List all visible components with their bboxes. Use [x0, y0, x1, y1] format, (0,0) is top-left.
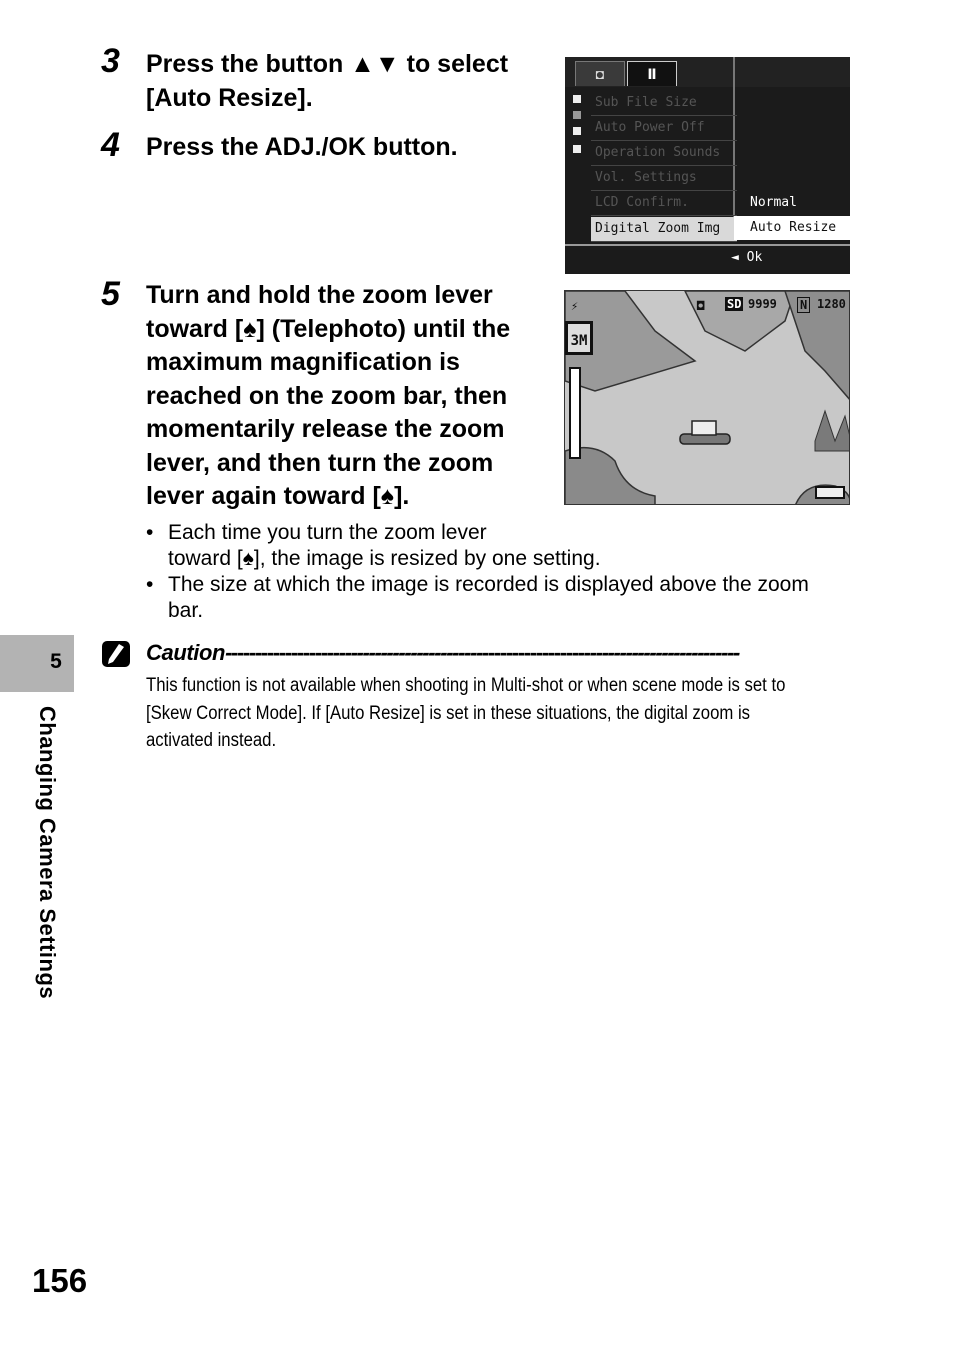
caution-line: [Skew Correct Mode]. If [Auto Resize] is set in these situations, the digital zoom is — [146, 702, 751, 724]
camera-mode-icon: ◘ — [697, 299, 705, 313]
step-5-line: momentarily release the zoom — [146, 415, 505, 443]
menu-screenshot — [565, 57, 850, 274]
bullet-line: Each time you turn the zoom lever — [168, 521, 487, 544]
bullet-item — [146, 572, 809, 624]
caution-label: Caution — [146, 640, 226, 665]
flash-icon: ⚡ — [571, 299, 579, 313]
menu-item: Sub File Size — [591, 91, 737, 116]
menu-item-selected: Digital Zoom Img — [591, 217, 737, 242]
battery-icon — [815, 486, 845, 499]
page-indicator — [573, 95, 581, 103]
bullet-line: toward [♠], the image is resized by one setting. — [168, 547, 601, 570]
zoom-bar — [569, 367, 581, 459]
menu-item: Vol. Settings — [591, 166, 737, 191]
step-5-number: 5 — [101, 275, 120, 313]
step-5-line: reached on the zoom bar, then — [146, 381, 508, 410]
chapter-number: 5 — [50, 650, 62, 673]
menu-item: Operation Sounds — [591, 141, 737, 166]
caution-heading — [146, 640, 739, 666]
step-4-text: Press the ADJ./OK button. — [146, 133, 458, 161]
step-3-line: Press the button ▲▼ to select — [146, 50, 509, 78]
page-number: 156 — [32, 1262, 88, 1299]
step-3-line: [Auto Resize]. — [146, 83, 313, 112]
caution-line: This function is not available when shooting in Multi-shot or when scene mode is set to — [146, 675, 786, 696]
menu-item: LCD Confirm. — [591, 191, 737, 216]
landscape-illustration — [565, 291, 850, 505]
step-5-line: lever again toward [♠]. — [146, 482, 410, 510]
step-5-line: lever, and then turn the zoom — [146, 448, 494, 477]
menu-option: Normal — [750, 195, 797, 210]
page-indicator — [573, 111, 581, 119]
quality-badge: N — [797, 297, 810, 313]
caution-rule: -------------------------------------------------------------------------------------- — [225, 640, 740, 665]
page-indicator — [573, 145, 581, 153]
caution-body — [146, 672, 785, 755]
resize-size-indicator: 3M — [565, 321, 593, 355]
menu-tab-bar — [565, 57, 850, 87]
caution-icon — [101, 640, 131, 668]
setup-tab-icon: Ⅱ — [627, 61, 677, 86]
page-indicator — [573, 127, 581, 135]
menu-footer: ◄ Ok — [731, 250, 763, 265]
step-5-line: toward [♠] (Telephoto) until the — [146, 314, 511, 343]
menu-item: Auto Power Off — [591, 116, 737, 141]
bullet-dot: • — [146, 573, 154, 596]
bullet-line: The size at which the image is recorded is displayed above the zoom — [168, 573, 809, 596]
chapter-title: Changing Camera Settings — [35, 706, 60, 1000]
step-5-line: Turn and hold the zoom lever — [146, 281, 493, 309]
image-size: 1280 — [817, 297, 846, 311]
step-3-number: 3 — [101, 42, 120, 80]
shots-remaining: 9999 — [748, 297, 777, 311]
bullet-dot: • — [146, 521, 154, 544]
menu-footer-rule — [565, 244, 850, 246]
caution-line: activated instead. — [146, 730, 277, 751]
sd-card-badge: SD — [727, 297, 742, 311]
bullet-line: bar. — [168, 599, 204, 622]
step-3-text — [146, 48, 508, 115]
camera-screen-screenshot — [564, 290, 850, 505]
step-5-text — [146, 279, 510, 514]
step-4-number: 4 — [101, 126, 120, 164]
camera-tab-icon: ◘ — [575, 61, 625, 86]
step-5-line: maximum magnification is — [146, 348, 460, 376]
bullet-item — [146, 520, 601, 572]
menu-option-selected: Auto Resize — [734, 216, 850, 240]
